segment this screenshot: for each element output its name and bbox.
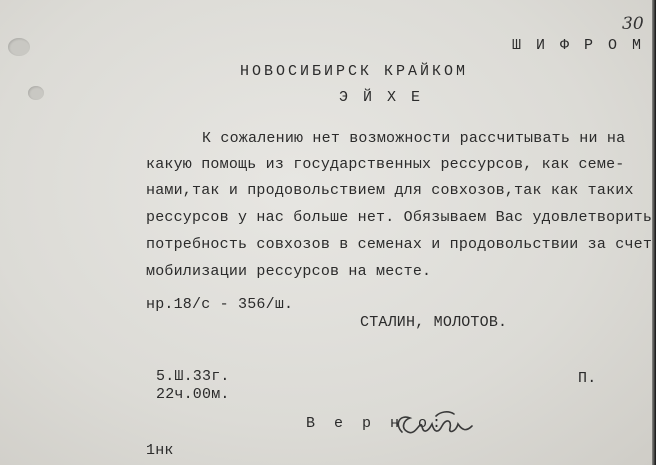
body-line: нами,так и продовольствием для совхозов,так как таких	[146, 182, 634, 199]
handwritten-signature	[392, 406, 482, 451]
punch-hole-mark	[8, 38, 30, 56]
punch-hole-mark	[28, 86, 44, 100]
page-number: 30	[622, 14, 644, 34]
body-line: мобилизации рессурсов на месте.	[146, 263, 432, 280]
scan-edge	[652, 0, 656, 465]
body-line: К сожалению нет возможности рассчитывать ни на	[202, 130, 626, 147]
cipher-label: Ш И Ф Р О М	[512, 37, 645, 54]
certified-label: В е р н о:	[306, 415, 447, 432]
body-line: рессурсов у нас больше нет. Обязываем Вас удовлетворить	[146, 209, 652, 226]
body-line: потребность совхозов в семенах и продовольствии за счет	[146, 236, 652, 253]
addressee: НОВОСИБИРСК КРАЙКОМ	[240, 63, 469, 80]
addressee-name: Э Й Х Е	[339, 89, 424, 106]
copies-note: 1нк	[146, 442, 174, 459]
body-line: какую помощь из государственных рессурсов, как семе-	[146, 156, 625, 173]
mark-p: П.	[578, 370, 597, 387]
time: 22ч.00м.	[156, 386, 230, 403]
reference-number: нр.18/с - 356/ш.	[146, 296, 294, 313]
date: 5.Ш.33г.	[156, 368, 230, 385]
signatories: СТАЛИН, МОЛОТОВ.	[360, 314, 508, 331]
